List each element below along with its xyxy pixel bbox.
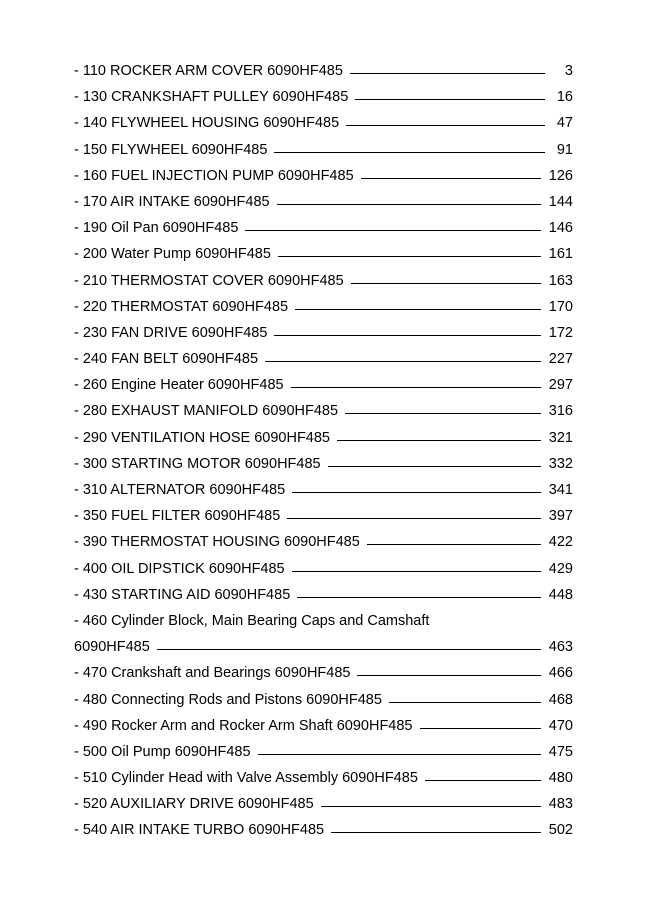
toc-entry[interactable] xyxy=(74,241,573,267)
toc-leader-line xyxy=(420,728,541,729)
toc-page-number: 475 xyxy=(548,743,573,760)
toc-entry-title: - 480 Connecting Rods and Pistons 6090HF485 xyxy=(74,691,382,708)
toc-leader-line xyxy=(425,780,541,781)
toc-page-number: 502 xyxy=(548,822,573,839)
toc-entry-title: - 510 Cylinder Head with Valve Assembly 6090HF485 xyxy=(74,770,418,787)
toc-entry-title: - 210 THERMOSTAT COVER 6090HF485 xyxy=(74,272,344,289)
toc-leader-line xyxy=(351,283,541,284)
toc-leader-line xyxy=(287,518,540,519)
toc-entry[interactable] xyxy=(74,268,573,294)
toc-entry[interactable] xyxy=(74,320,573,346)
toc-entry-title: - 300 STARTING MOTOR 6090HF485 xyxy=(74,455,321,472)
toc-entry-title: - 310 ALTERNATOR 6090HF485 xyxy=(74,482,286,498)
toc-page-number: 172 xyxy=(548,324,573,341)
toc-leader-line xyxy=(321,806,541,807)
toc-page-number: 429 xyxy=(548,560,573,577)
toc-page-number: 480 xyxy=(548,770,573,787)
toc-entry-title: - 240 FAN BELT 6090HF485 xyxy=(74,351,259,368)
toc-entry[interactable] xyxy=(74,791,573,817)
toc-leader-line xyxy=(292,571,541,572)
toc-page-number: 466 xyxy=(548,665,573,682)
toc-leader-line xyxy=(295,309,541,310)
toc-entry[interactable] xyxy=(74,687,573,713)
toc-entry[interactable] xyxy=(74,215,573,241)
toc-entry[interactable] xyxy=(74,372,573,398)
toc-leader-line xyxy=(345,413,541,414)
toc-page-number: 47 xyxy=(556,115,573,132)
toc-leader-line xyxy=(274,152,545,153)
toc-page-number: 316 xyxy=(548,403,573,420)
toc-entry-title: - 190 Oil Pan 6090HF485 xyxy=(74,220,239,237)
toc-entry-title: - 540 AIR INTAKE TURBO 6090HF485 xyxy=(74,822,325,839)
toc-entry-title: - 140 FLYWHEEL HOUSING 6090HF485 xyxy=(74,115,340,132)
toc-entry-title-continued: 6090HF485 xyxy=(74,639,150,656)
toc-leader-line xyxy=(337,440,541,441)
toc-leader-line xyxy=(355,99,545,100)
toc-entry-title: - 200 Water Pump 6090HF485 xyxy=(74,246,271,263)
toc-entry-title: - 400 OIL DIPSTICK 6090HF485 xyxy=(74,560,285,577)
toc-entry[interactable] xyxy=(74,739,573,765)
toc-entry[interactable] xyxy=(74,713,573,739)
toc-leader-line xyxy=(278,256,541,257)
toc-leader-line xyxy=(328,466,541,467)
toc-leader-line xyxy=(258,754,541,755)
toc-entry[interactable] xyxy=(74,84,573,110)
toc-page-number: 463 xyxy=(548,639,573,656)
toc-entry-title: - 290 VENTILATION HOSE 6090HF485 xyxy=(74,429,331,446)
toc-entry-title: - 230 FAN DRIVE 6090HF485 xyxy=(74,324,268,341)
toc-entry-title: - 430 STARTING AID 6090HF485 xyxy=(74,586,291,603)
toc-entry-title: - 500 Oil Pump 6090HF485 xyxy=(74,743,251,760)
toc-page-number: 397 xyxy=(548,508,573,525)
toc-entry[interactable] xyxy=(74,503,573,529)
toc-leader-line xyxy=(357,675,540,676)
toc-leader-line xyxy=(292,492,541,493)
toc-entry-title: - 280 EXHAUST MANIFOLD 6090HF485 xyxy=(74,403,339,420)
toc-page-number: 483 xyxy=(548,796,573,813)
toc-leader-line xyxy=(245,230,540,231)
toc-page-number: 470 xyxy=(548,717,573,734)
toc-entry-title: - 260 Engine Heater 6090HF485 xyxy=(74,377,284,394)
toc-page-number: 3 xyxy=(564,63,573,79)
toc-page-number: 161 xyxy=(548,246,573,263)
toc-page-number: 126 xyxy=(548,167,573,184)
toc-page-number: 422 xyxy=(548,534,573,551)
toc-entry-title: - 160 FUEL INJECTION PUMP 6090HF485 xyxy=(74,167,354,184)
toc-leader-line xyxy=(297,597,541,598)
toc-entry-continuation[interactable] xyxy=(74,634,573,660)
table-of-contents xyxy=(74,58,573,844)
toc-entry[interactable] xyxy=(74,398,573,424)
toc-entry-title: - 390 THERMOSTAT HOUSING 6090HF485 xyxy=(74,534,360,551)
toc-entry[interactable] xyxy=(74,660,573,686)
toc-entry-title: - 460 Cylinder Block, Main Bearing Caps and Camshaft xyxy=(74,612,430,629)
toc-page-number: 321 xyxy=(548,429,573,446)
toc-page-number: 297 xyxy=(548,377,573,394)
toc-entry-title: - 490 Rocker Arm and Rocker Arm Shaft 6090HF485 xyxy=(74,717,413,734)
toc-entry[interactable] xyxy=(74,110,573,136)
toc-page-number: 332 xyxy=(548,455,573,472)
toc-entry[interactable] xyxy=(74,608,573,634)
toc-entry-title: - 170 AIR INTAKE 6090HF485 xyxy=(74,193,270,210)
toc-leader-line xyxy=(277,204,541,205)
toc-leader-line xyxy=(389,702,541,703)
toc-leader-line xyxy=(350,73,545,74)
toc-entry[interactable] xyxy=(74,58,573,84)
toc-entry[interactable] xyxy=(74,163,573,189)
toc-entry-title: - 350 FUEL FILTER 6090HF485 xyxy=(74,508,281,525)
toc-leader-line xyxy=(361,178,541,179)
toc-page-number: 16 xyxy=(556,89,573,106)
toc-page-number: 144 xyxy=(548,193,573,210)
toc-entry[interactable] xyxy=(74,294,573,320)
toc-leader-line xyxy=(274,335,540,336)
toc-page-number: 163 xyxy=(548,272,573,289)
toc-page-number: 91 xyxy=(556,141,573,158)
toc-page-number: 146 xyxy=(548,220,573,237)
toc-leader-line xyxy=(265,361,541,362)
toc-entry[interactable] xyxy=(74,189,573,215)
toc-leader-line xyxy=(346,125,545,126)
toc-entry[interactable] xyxy=(74,529,573,555)
toc-page-number: 170 xyxy=(548,298,573,315)
toc-leader-line xyxy=(291,387,541,388)
toc-entry[interactable] xyxy=(74,137,573,163)
toc-page-number: 227 xyxy=(548,351,573,368)
toc-page-number: 448 xyxy=(548,586,573,603)
toc-entry-title: - 470 Crankshaft and Bearings 6090HF485 xyxy=(74,665,351,682)
toc-leader-line xyxy=(367,544,541,545)
toc-page-number: 468 xyxy=(548,691,573,708)
toc-entry[interactable] xyxy=(74,451,573,477)
toc-leader-line xyxy=(157,649,541,650)
toc-entry-title: - 520 AUXILIARY DRIVE 6090HF485 xyxy=(74,796,314,813)
toc-entry-title: - 110 ROCKER ARM COVER 6090HF485 xyxy=(74,63,343,79)
toc-page-number: 341 xyxy=(548,482,573,498)
toc-entry-title: - 130 CRANKSHAFT PULLEY 6090HF485 xyxy=(74,89,349,106)
toc-entry[interactable] xyxy=(74,556,573,582)
toc-entry[interactable] xyxy=(74,817,573,843)
toc-entry[interactable] xyxy=(74,477,573,503)
toc-leader-line xyxy=(331,832,541,833)
toc-entry[interactable] xyxy=(74,425,573,451)
toc-entry-title: - 150 FLYWHEEL 6090HF485 xyxy=(74,141,268,158)
toc-entry[interactable] xyxy=(74,765,573,791)
toc-entry[interactable] xyxy=(74,346,573,372)
toc-entry[interactable] xyxy=(74,582,573,608)
toc-entry-title: - 220 THERMOSTAT 6090HF485 xyxy=(74,298,289,315)
